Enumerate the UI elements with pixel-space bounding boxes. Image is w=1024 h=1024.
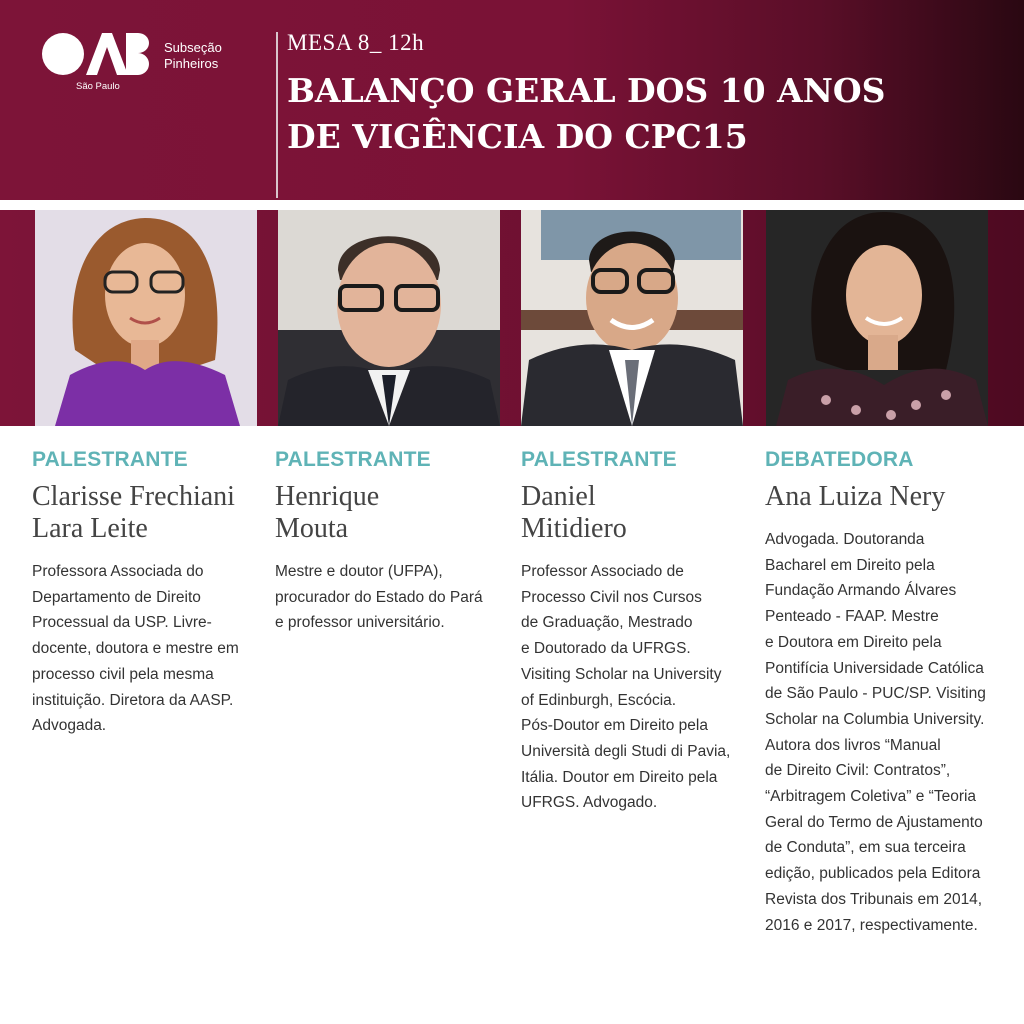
speaker-card-ana-luiza bbox=[765, 448, 1000, 938]
session-title: BALANÇO GERAL DOS 10 ANOS DE VIGÊNCIA DO CPC15 bbox=[287, 71, 886, 156]
speaker-bio: Professora Associada do Departamento de Direito Processual da USP. Livre- docente, doutora e mestre em processo civil pela mesma instituição. Diretora da AASP. Advogada. bbox=[32, 563, 239, 735]
speaker-photo-clarisse bbox=[35, 210, 257, 426]
header-divider bbox=[276, 32, 278, 198]
oab-logo-mark-icon bbox=[42, 30, 154, 80]
oab-logo bbox=[42, 30, 242, 100]
speaker-bio: Professor Associado de Processo Civil nos Cursos de Graduação, Mestrado e Doutorado da UFRGS. Visiting Scholar na University of Edinburgh, Escócia. Pós-Doutor em Direito pela Università degli Studi di Pavia, Itália. Doutor em Direito pela UFRGS. Advogado. bbox=[521, 563, 731, 812]
event-header bbox=[0, 0, 1024, 200]
logo-city: São Paulo bbox=[76, 81, 120, 92]
speaker-name: Henrique Mouta bbox=[275, 481, 380, 544]
speaker-card-clarisse bbox=[32, 448, 252, 739]
logo-subsection: Subseção Pinheiros bbox=[164, 40, 222, 71]
speaker-card-henrique bbox=[275, 448, 500, 636]
speaker-bio: Mestre e doutor (UFPA), procurador do Estado do Pará e professor universitário. bbox=[275, 563, 483, 632]
speaker-card-daniel bbox=[521, 448, 746, 816]
speaker-name: Daniel Mitidiero bbox=[521, 481, 627, 544]
separator-band bbox=[0, 200, 1024, 210]
speaker-role: PALESTRANTE bbox=[32, 448, 188, 471]
speaker-bio: Advogada. Doutoranda Bacharel em Direito pela Fundação Armando Álvares Penteado - FAAP. Mestre e Doutora em Direito pela Pontifícia Universidade Católica de São Paulo - PUC/SP. Visiting Scholar na Columbia University. Autora dos livros “Manual de Direito Civil: Contratos”, “Arbitragem Coletiva” e “Teoria Geral do Termo de Ajustamento de Conduta”, em sua terceira edição, publicados pela Editora Revista dos Tribunais em 2014, 2016 e 2017, respectivamente. bbox=[765, 531, 986, 934]
speaker-name: Clarisse Frechiani Lara Leite bbox=[32, 481, 235, 544]
speaker-role: PALESTRANTE bbox=[521, 448, 677, 471]
speaker-name: Ana Luiza Nery bbox=[765, 481, 946, 512]
speaker-role: PALESTRANTE bbox=[275, 448, 431, 471]
speaker-photo-ana-luiza bbox=[766, 210, 988, 426]
speaker-role: DEBATEDORA bbox=[765, 448, 914, 471]
speaker-photo-daniel bbox=[521, 210, 743, 426]
session-label: MESA 8_ 12h bbox=[287, 30, 425, 55]
speaker-photo-henrique bbox=[278, 210, 500, 426]
